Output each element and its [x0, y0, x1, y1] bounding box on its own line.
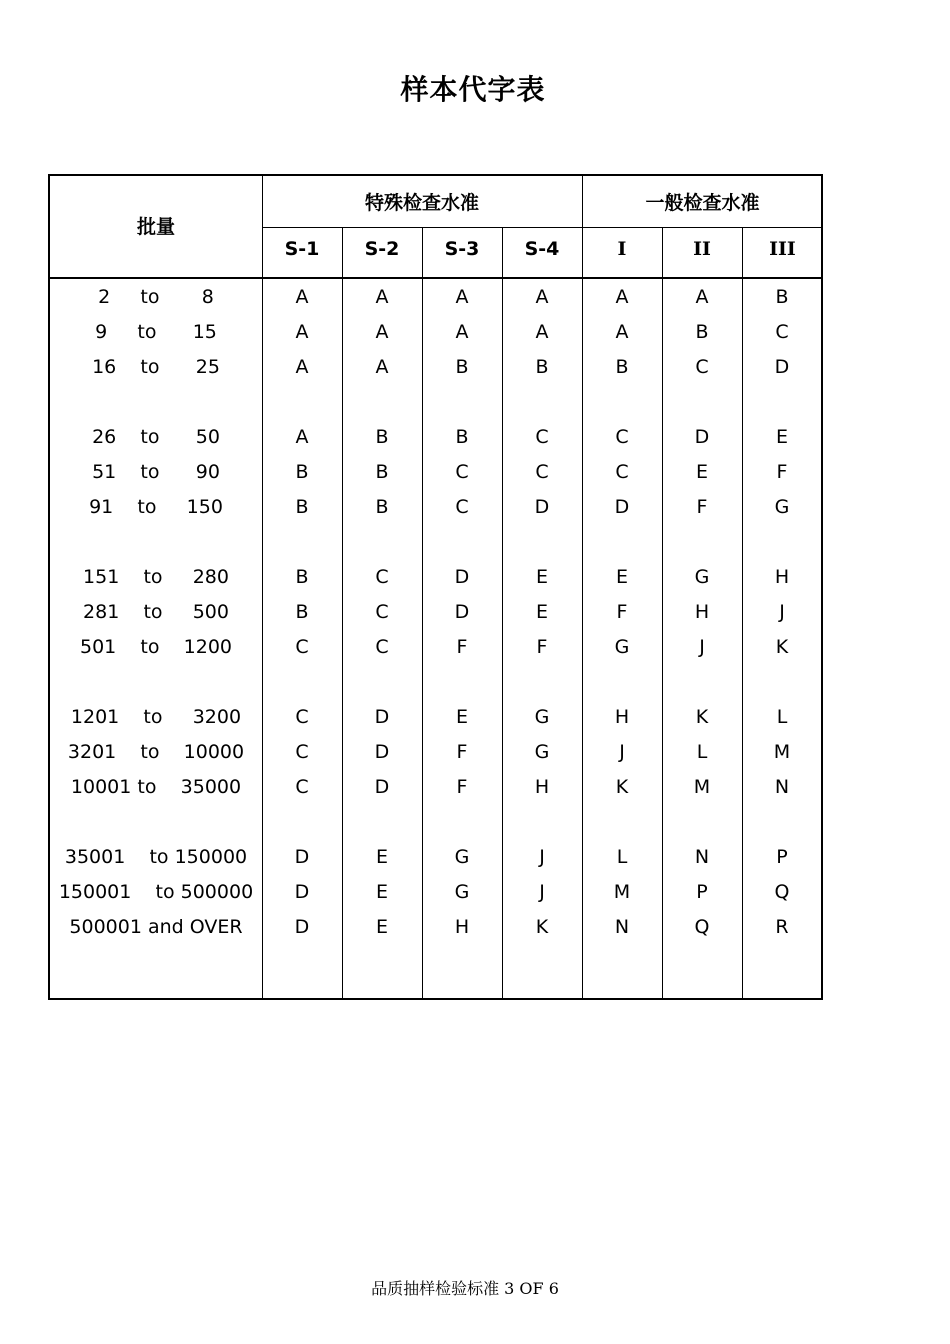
sample-code-cell: D [294, 846, 310, 868]
sample-code-cell: B [775, 286, 789, 308]
sample-code-cell: D [374, 776, 390, 798]
sample-code-cell: G [454, 881, 470, 903]
sample-code-cell: C [535, 426, 549, 448]
sample-code-cell: D [694, 426, 710, 448]
sample-code-cell: G [614, 636, 630, 658]
sample-code-cell: E [455, 706, 468, 728]
sample-code-cell: G [454, 846, 470, 868]
sample-code-cell: C [295, 636, 309, 658]
sample-code-cell: M [693, 776, 711, 798]
sample-code-cell: L [616, 846, 628, 868]
sample-code-cell: D [374, 706, 390, 728]
sample-code-cell: F [456, 741, 468, 763]
sample-code-cell: A [375, 356, 389, 378]
sample-code-cell: B [295, 461, 309, 483]
sample-code-table [48, 174, 823, 1000]
sample-code-cell: C [615, 461, 629, 483]
sample-code-cell: J [699, 636, 705, 658]
sample-code-cell: F [776, 461, 788, 483]
sample-code-cell: C [295, 776, 309, 798]
sample-code-cell: B [295, 566, 309, 588]
sample-code-cell: F [456, 776, 468, 798]
lot-size-range: 501 to 1200 [79, 636, 232, 658]
sample-code-cell: B [295, 601, 309, 623]
lot-size-range: 10001 to 35000 [70, 776, 242, 798]
sample-code-cell: E [375, 881, 388, 903]
sample-code-cell: N [614, 916, 630, 938]
sample-code-cell: Q [774, 881, 790, 903]
sample-code-cell: E [775, 426, 788, 448]
sample-code-cell: B [375, 496, 389, 518]
lot-size-range: 150001 to 500000 [58, 881, 254, 903]
sample-code-cell: E [375, 916, 388, 938]
sample-code-cell: B [455, 356, 469, 378]
lot-size-range: 26 to 50 [92, 426, 220, 448]
sample-code-cell: C [455, 496, 469, 518]
sample-code-cell: D [534, 496, 550, 518]
sample-code-cell: E [375, 846, 388, 868]
sample-code-cell: D [294, 881, 310, 903]
sample-code-cell: D [454, 566, 470, 588]
column-header-ii: II [693, 238, 711, 260]
special-inspection-level-header: 特殊检查水准 [364, 192, 479, 214]
sample-code-cell: E [535, 566, 548, 588]
sample-code-cell: C [375, 566, 389, 588]
sample-code-cell: C [295, 706, 309, 728]
lot-size-range: 51 to 90 [92, 461, 220, 483]
column-header-s4: S-4 [524, 238, 560, 260]
sample-code-cell: H [774, 566, 790, 588]
sample-code-cell: C [695, 356, 709, 378]
column-header-iii: III [769, 238, 796, 260]
column-header-i: I [617, 238, 627, 260]
sample-code-cell: L [776, 706, 788, 728]
lot-size-range: 9 to 15 [95, 321, 217, 343]
sample-code-cell: A [295, 426, 309, 448]
sample-code-cell: C [375, 636, 389, 658]
sample-code-cell: N [694, 846, 710, 868]
sample-code-cell: C [615, 426, 629, 448]
sample-code-cell: D [454, 601, 470, 623]
sample-code-cell: H [614, 706, 630, 728]
lot-size-range: 500001 and OVER [69, 916, 243, 938]
sample-code-cell: F [616, 601, 628, 623]
lot-size-range: 35001 to 150000 [64, 846, 248, 868]
column-header-s1: S-1 [284, 238, 320, 260]
sample-code-cell: B [695, 321, 709, 343]
column-header-s3: S-3 [444, 238, 480, 260]
sample-code-cell: F [456, 636, 468, 658]
sample-code-cell: A [295, 286, 309, 308]
sample-code-cell: E [535, 601, 548, 623]
lot-size-range: 2 to 8 [98, 286, 214, 308]
sample-code-cell: F [536, 636, 548, 658]
lot-size-range: 151 to 280 [83, 566, 229, 588]
sample-code-cell: K [695, 706, 709, 728]
general-inspection-level-header: 一般检查水准 [645, 192, 760, 214]
sample-code-cell: F [696, 496, 708, 518]
sample-code-cell: J [539, 846, 545, 868]
sample-code-cell: Q [694, 916, 710, 938]
sample-code-cell: A [375, 321, 389, 343]
sample-code-cell: J [779, 601, 785, 623]
sample-code-cell: N [774, 776, 790, 798]
sample-code-cell: C [775, 321, 789, 343]
sample-code-cell: C [295, 741, 309, 763]
lot-size-range: 281 to 500 [83, 601, 229, 623]
sample-code-cell: G [694, 566, 710, 588]
sample-code-cell: K [535, 916, 549, 938]
sample-code-cell: C [375, 601, 389, 623]
sample-code-cell: H [534, 776, 550, 798]
sample-code-cell: B [295, 496, 309, 518]
sample-code-cell: B [375, 426, 389, 448]
sample-code-cell: B [535, 356, 549, 378]
sample-code-cell: M [613, 881, 631, 903]
column-header-s2: S-2 [364, 238, 400, 260]
sample-code-cell: C [455, 461, 469, 483]
sample-code-cell: H [454, 916, 470, 938]
sample-code-cell: A [295, 321, 309, 343]
sample-code-cell: B [615, 356, 629, 378]
sample-code-cell: H [694, 601, 710, 623]
sample-code-cell: R [775, 916, 789, 938]
grid-line [262, 227, 821, 228]
sample-code-cell: C [535, 461, 549, 483]
sample-code-cell: D [614, 496, 630, 518]
sample-code-cell: A [455, 286, 469, 308]
sample-code-cell: J [619, 741, 625, 763]
sample-code-cell: A [695, 286, 709, 308]
sample-code-cell: P [696, 881, 708, 903]
sample-code-cell: G [774, 496, 790, 518]
sample-code-cell: D [294, 916, 310, 938]
sample-code-cell: D [774, 356, 790, 378]
sample-code-cell: P [776, 846, 788, 868]
sample-code-cell: E [695, 461, 708, 483]
sample-code-cell: A [455, 321, 469, 343]
lot-size-header: 批量 [136, 216, 175, 238]
sample-code-cell: A [615, 286, 629, 308]
sample-code-cell: K [615, 776, 629, 798]
page-footer: 品质抽样检验标准 3 OF 6 [371, 1279, 559, 1298]
lot-size-range: 3201 to 10000 [67, 741, 245, 763]
sample-code-cell: A [535, 286, 549, 308]
sample-code-cell: G [534, 706, 550, 728]
sample-code-cell: A [295, 356, 309, 378]
lot-size-range: 91 to 150 [89, 496, 223, 518]
sample-code-cell: M [773, 741, 791, 763]
sample-code-cell: A [375, 286, 389, 308]
sample-code-cell: E [615, 566, 628, 588]
sample-code-cell: B [455, 426, 469, 448]
sample-code-cell: D [374, 741, 390, 763]
sample-code-cell: K [775, 636, 789, 658]
lot-size-range: 16 to 25 [92, 356, 220, 378]
sample-code-cell: A [615, 321, 629, 343]
sample-code-cell: A [535, 321, 549, 343]
sample-code-cell: B [375, 461, 389, 483]
sample-code-cell: J [539, 881, 545, 903]
header-divider [50, 277, 821, 279]
sample-code-cell: L [696, 741, 708, 763]
lot-size-range: 1201 to 3200 [70, 706, 242, 728]
sample-code-cell: G [534, 741, 550, 763]
page-title: 样本代字表 [400, 73, 546, 106]
